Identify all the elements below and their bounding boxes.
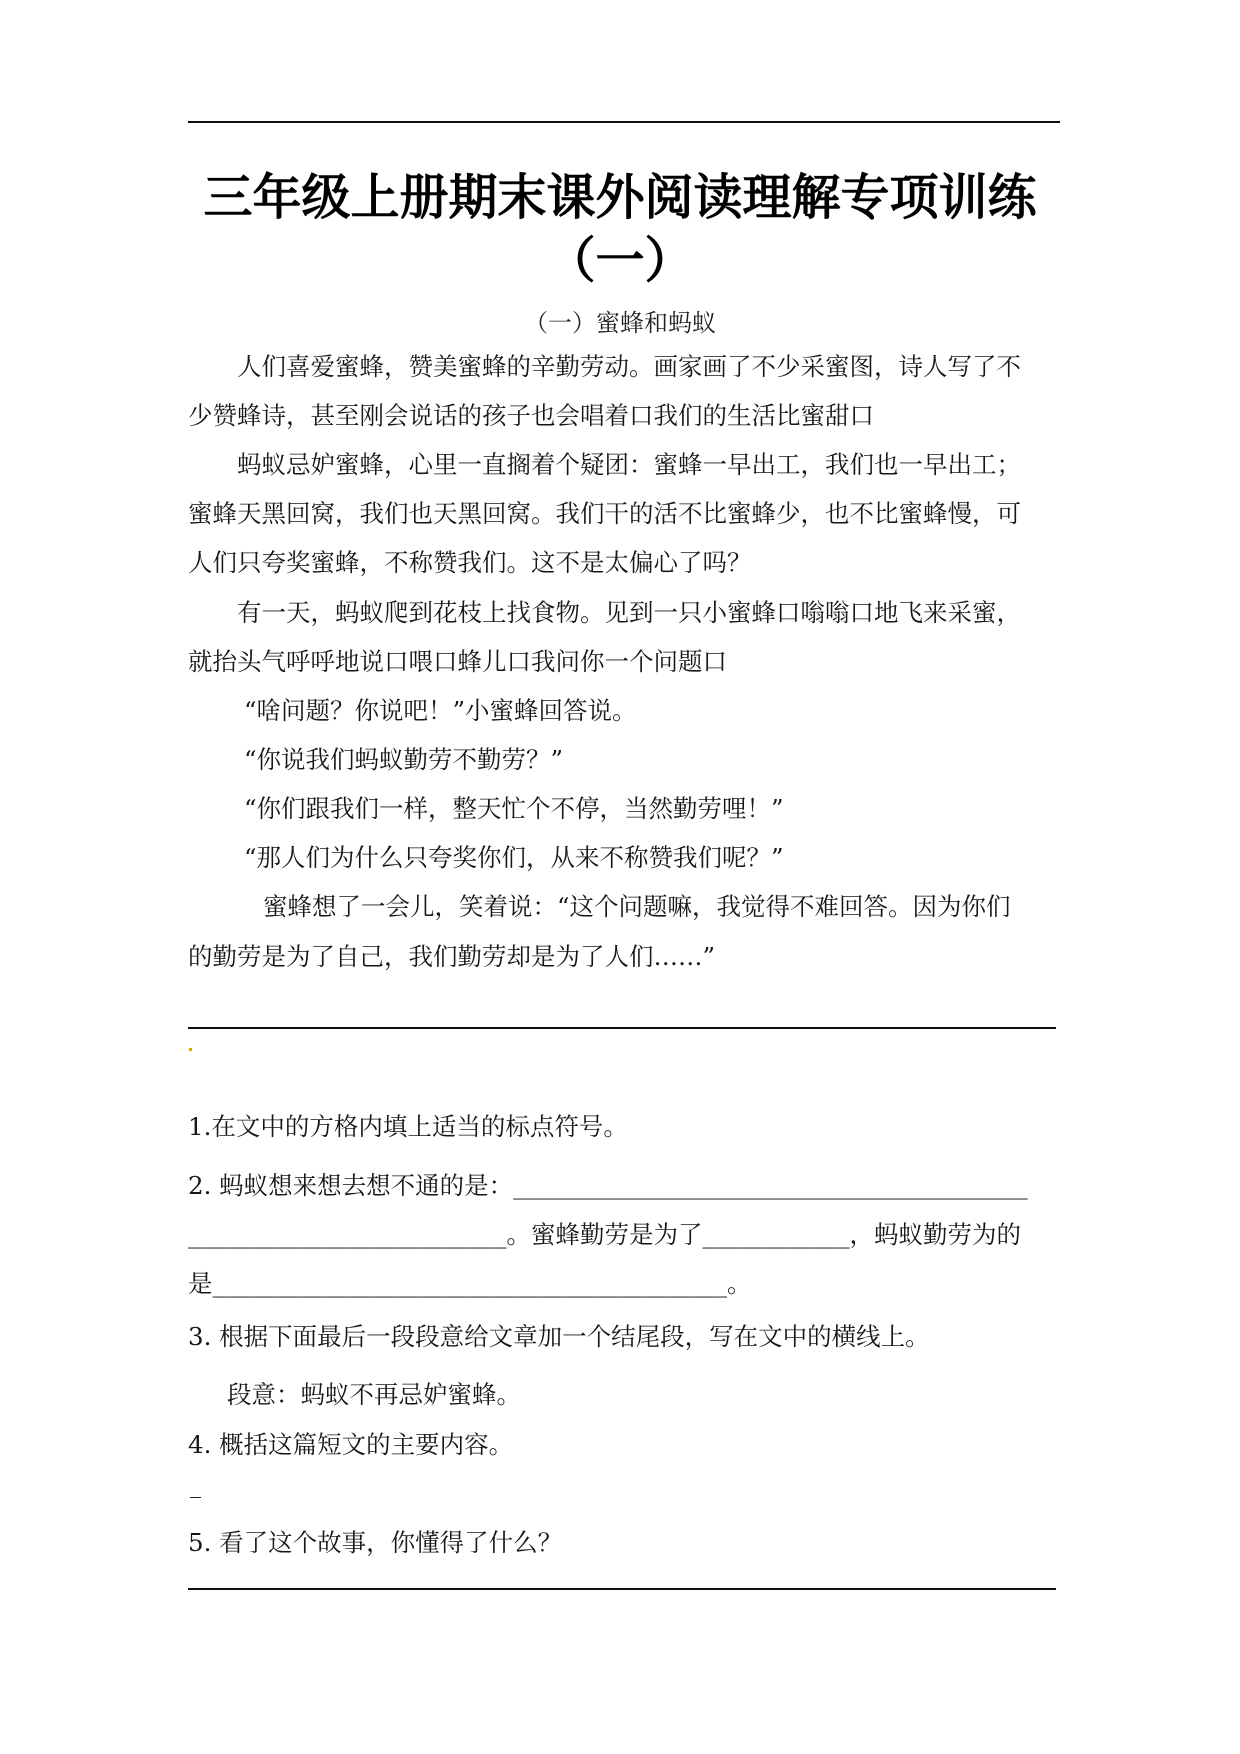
question-2-continued: __________________________。蜜蜂勤劳是为了____________，蚂蚁勤劳为的 — [188, 1220, 1021, 1249]
question-2-continued: 是__________________________________________。 — [188, 1269, 752, 1298]
stray-mark — [189, 1048, 192, 1051]
passage-line: 少赞蜂诗，甚至刚会说话的孩子也会唱着口我们的生活比蜜甜口 — [188, 401, 874, 430]
page-title-number: （一） — [546, 232, 694, 289]
passage-line: 就抬头气呼呼地说口喂口蜂儿口我问你一个问题口 — [188, 647, 727, 676]
passage-title: （一）蜜蜂和蚂蚁 — [524, 309, 716, 337]
passage-line: 有一天，蚂蚁爬到花枝上找食物。见到一只小蜜蜂口嗡嗡口地飞来采蜜， — [237, 598, 1021, 627]
question-5: 5. 看了这个故事，你懂得了什么？ — [188, 1528, 563, 1557]
answer-dash — [190, 1497, 201, 1498]
passage-line: 蜜蜂天黑回窝，我们也天黑回窝。我们干的活不比蜜蜂少，也不比蜜蜂慢，可 — [188, 499, 1021, 528]
passage-line: “你们跟我们一样，整天忙个不停，当然勤劳哩！” — [244, 794, 784, 823]
top-divider — [188, 121, 1060, 123]
question-2: 2. 蚂蚁想来想去想不通的是：__________________________________________ — [188, 1171, 1028, 1200]
question-1: 1.在文中的方格内填上适当的标点符号。 — [188, 1112, 628, 1141]
passage-line: “啥问题？你说吧！”小蜜蜂回答说。 — [244, 696, 637, 725]
question-4: 4. 概括这篇短文的主要内容。 — [188, 1430, 514, 1459]
passage-line: 人们只夸奖蜜蜂，不称赞我们。这不是太偏心了吗？ — [188, 548, 752, 577]
passage-line: “那人们为什么只夸奖你们，从来不称赞我们呢？” — [244, 843, 784, 872]
passage-line: “你说我们蚂蚁勤劳不勤劳？” — [244, 745, 564, 774]
question-3: 3. 根据下面最后一段段意给文章加一个结尾段，写在文中的横线上。 — [188, 1322, 930, 1351]
passage-line: 的勤劳是为了自己，我们勤劳却是为了人们……” — [188, 942, 716, 971]
passage-line: 人们喜爱蜜蜂，赞美蜜蜂的辛勤劳动。画家画了不少采蜜图，诗人写了不 — [237, 352, 1021, 381]
passage-line: 蜜蜂想了一会儿，笑着说：“这个问题嘛，我觉得不难回答。因为你们 — [263, 892, 1011, 921]
passage-line: 蚂蚁忌妒蜜蜂，心里一直搁着个疑团：蜜蜂一早出工，我们也一早出工； — [237, 450, 1021, 479]
section-divider — [188, 1027, 1056, 1029]
question-3-hint: 段意：蚂蚁不再忌妒蜜蜂。 — [227, 1380, 521, 1409]
bottom-divider — [188, 1588, 1056, 1590]
page-title: 三年级上册期末课外阅读理解专项训练 — [203, 169, 1037, 226]
